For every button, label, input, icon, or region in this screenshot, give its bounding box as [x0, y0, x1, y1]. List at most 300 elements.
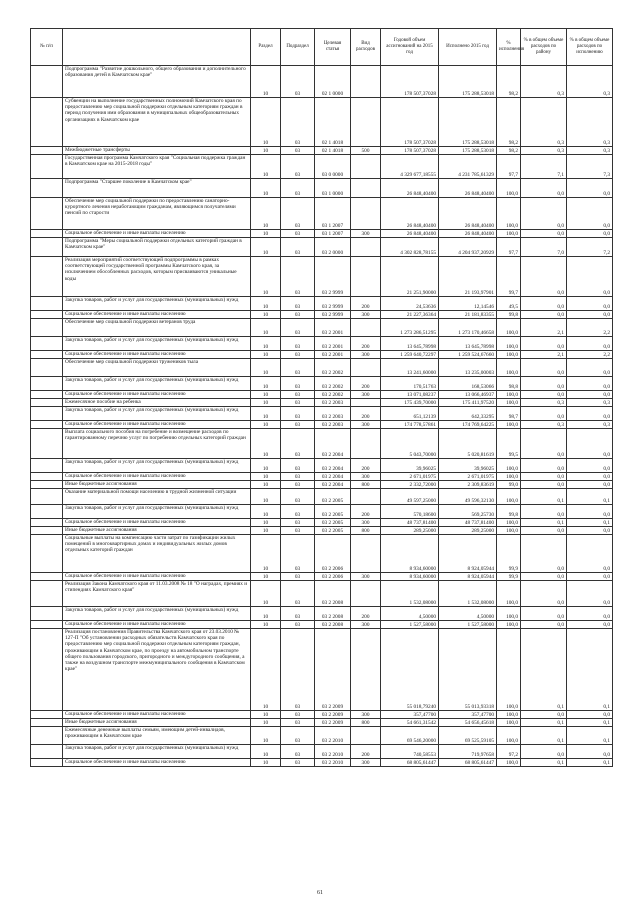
row-share-executed: 0,1: [567, 629, 613, 711]
row-razdel: 10: [251, 473, 281, 481]
row-num: [31, 505, 63, 519]
row-num: [31, 473, 63, 481]
table-row: [31, 351, 613, 359]
row-share-executed: 0,0: [567, 745, 613, 759]
row-name: Реализация постановления Правительства Камчатского края от 23.03.2010 № 127-П "Об установлении расходных обязательств Камчатского края по предоставлению мер социальной поддержки отдельным категориям граждан, проживающим в Камчатском крае, по проезду на автомобильном транспорте общего пользования городского, пригородного и междугородного сообщения, а также на воздушном транспорте межмуниципального сообщения в Камчатском крае": [63, 629, 251, 711]
row-annual-plan: 178 507,37028: [381, 66, 439, 98]
row-share-total: 0,3: [521, 421, 567, 429]
row-num: [31, 98, 63, 147]
row-expense-type: 300: [351, 391, 381, 399]
row-executed: 4 231 785,61329: [439, 155, 497, 179]
row-share-executed: 7,2: [567, 238, 613, 257]
row-razdel: 10: [251, 459, 281, 473]
row-target-article: 03 1 2007: [315, 230, 351, 238]
row-percent: 97,7: [497, 238, 521, 257]
row-percent: 99,8: [497, 505, 521, 519]
row-name: Социальное обеспечение и иные выплаты населению: [63, 311, 251, 319]
row-annual-plan: 651,12139: [381, 407, 439, 421]
row-percent: 97,7: [497, 155, 521, 179]
row-share-executed: 0,0: [567, 359, 613, 377]
row-razdel: 10: [251, 527, 281, 535]
row-executed: 26 848,40400: [439, 230, 497, 238]
row-podrazdel: 03: [281, 607, 315, 621]
row-share-executed: 0,0: [567, 407, 613, 421]
row-executed: 13 066,46937: [439, 391, 497, 399]
table-row: [31, 230, 613, 238]
row-share-executed: 0,0: [567, 311, 613, 319]
row-name: Закупка товаров, работ и услуг для государственных (муниципальных) нужд: [63, 459, 251, 473]
row-annual-plan: 26 848,40400: [381, 198, 439, 230]
table-row: [31, 198, 613, 230]
row-executed: 569,25730: [439, 505, 497, 519]
row-podrazdel: 03: [281, 407, 315, 421]
row-num: [31, 407, 63, 421]
row-executed: 719,97658: [439, 745, 497, 759]
row-num: [31, 527, 63, 535]
row-expense-type: [351, 727, 381, 745]
row-razdel: 10: [251, 238, 281, 257]
row-share-total: 0,0: [521, 621, 567, 629]
row-expense-type: 300: [351, 759, 381, 767]
row-target-article: 03 2 2004: [315, 473, 351, 481]
row-percent: 100,0: [497, 459, 521, 473]
row-podrazdel: 03: [281, 429, 315, 459]
row-num: [31, 759, 63, 767]
table-row: [31, 711, 613, 719]
row-razdel: 10: [251, 230, 281, 238]
row-share-executed: 0,0: [567, 459, 613, 473]
table-row: [31, 473, 613, 481]
row-share-total: 0,0: [521, 311, 567, 319]
row-expense-type: 300: [351, 311, 381, 319]
row-num: [31, 311, 63, 319]
row-percent: 98,2: [497, 147, 521, 155]
row-expense-type: [351, 399, 381, 407]
row-share-total: 0,0: [521, 297, 567, 311]
row-share-total: 7,1: [521, 155, 567, 179]
row-share-executed: 0,0: [567, 337, 613, 351]
row-share-executed: 0,1: [567, 759, 613, 767]
row-num: [31, 297, 63, 311]
row-share-executed: 0,0: [567, 607, 613, 621]
row-expense-type: 800: [351, 719, 381, 727]
table-header-row: [31, 29, 613, 66]
row-executed: 54 656,45618: [439, 719, 497, 727]
row-podrazdel: 03: [281, 505, 315, 519]
row-num: [31, 319, 63, 337]
row-expense-type: 300: [351, 519, 381, 527]
row-percent: 100,0: [497, 337, 521, 351]
row-num: [31, 147, 63, 155]
row-podrazdel: 03: [281, 459, 315, 473]
row-target-article: 03 2 2002: [315, 391, 351, 399]
row-share-total: 0,0: [521, 391, 567, 399]
row-name: Межбюджетные трансферты: [63, 147, 251, 155]
row-target-article: 03 2 2006: [315, 573, 351, 581]
table-row: [31, 719, 613, 727]
row-razdel: 10: [251, 337, 281, 351]
row-share-executed: 0,0: [567, 505, 613, 519]
row-podrazdel: 03: [281, 527, 315, 535]
row-percent: 98,7: [497, 407, 521, 421]
table-row: [31, 399, 613, 407]
row-percent: 100,0: [497, 621, 521, 629]
row-percent: 100,0: [497, 473, 521, 481]
row-annual-plan: 24,53636: [381, 297, 439, 311]
row-executed: 26 848,40400: [439, 198, 497, 230]
row-share-executed: 0,0: [567, 429, 613, 459]
row-name: Социальное обеспечение и иные выплаты населению: [63, 621, 251, 629]
row-percent: 100,0: [497, 179, 521, 198]
row-razdel: 10: [251, 359, 281, 377]
row-percent: 100,0: [497, 581, 521, 607]
row-percent: 100,0: [497, 230, 521, 238]
row-name: Социальное обеспечение и иные выплаты населению: [63, 351, 251, 359]
row-executed: 55 013,93318: [439, 629, 497, 711]
row-target-article: 03 2 2005: [315, 527, 351, 535]
row-name: Закупка товаров, работ и услуг для государственных (муниципальных) нужд: [63, 505, 251, 519]
row-target-article: 03 2 2010: [315, 759, 351, 767]
row-expense-type: [351, 581, 381, 607]
row-percent: 100,0: [497, 629, 521, 711]
row-name: Социальные выплаты на компенсацию части затрат по газификации жилых помещений в многоквартирных домах и индивидуальных жилых домов отдельных категорий граждан: [63, 535, 251, 573]
row-executed: 1 273 170,46658: [439, 319, 497, 337]
row-razdel: 10: [251, 319, 281, 337]
row-share-executed: 2,2: [567, 319, 613, 337]
row-razdel: 10: [251, 351, 281, 359]
row-name: Социальное обеспечение и иные выплаты населению: [63, 421, 251, 429]
row-annual-plan: 26 848,40400: [381, 179, 439, 198]
row-target-article: 03 2 2005: [315, 519, 351, 527]
row-podrazdel: 03: [281, 155, 315, 179]
row-share-executed: 0,1: [567, 489, 613, 505]
row-executed: 2 671,01975: [439, 473, 497, 481]
row-annual-plan: 357,47700: [381, 711, 439, 719]
budget-table: [30, 28, 613, 767]
table-row: [31, 359, 613, 377]
row-executed: 175 288,53018: [439, 66, 497, 98]
row-name: Социальное обеспечение и иные выплаты населению: [63, 711, 251, 719]
row-target-article: 03 2 2006: [315, 535, 351, 573]
row-executed: 49 596,32130: [439, 489, 497, 505]
row-share-executed: 0,0: [567, 179, 613, 198]
table-row: [31, 621, 613, 629]
row-name: Иные бюджетные ассигнования: [63, 719, 251, 727]
row-razdel: 10: [251, 407, 281, 421]
row-executed: 5 020,81619: [439, 429, 497, 459]
row-executed: 168,53066: [439, 377, 497, 391]
row-podrazdel: 03: [281, 481, 315, 489]
row-podrazdel: 03: [281, 319, 315, 337]
row-name: Реализация Закона Камчатского края от 11.03.2008 № 18 "О наградах, премиях и стипендиях Камчатского края": [63, 581, 251, 607]
table-row: [31, 66, 613, 98]
row-expense-type: 200: [351, 745, 381, 759]
row-expense-type: [351, 489, 381, 505]
row-percent: 97,2: [497, 745, 521, 759]
row-executed: 8 924,05944: [439, 573, 497, 581]
row-name: Закупка товаров, работ и услуг для государственных (муниципальных) нужд: [63, 407, 251, 421]
row-percent: 100,0: [497, 719, 521, 727]
row-share-total: 0,1: [521, 519, 567, 527]
row-expense-type: 300: [351, 230, 381, 238]
row-expense-type: 200: [351, 377, 381, 391]
row-target-article: 03 2 9999: [315, 257, 351, 297]
row-podrazdel: 03: [281, 198, 315, 230]
table-row: [31, 257, 613, 297]
row-executed: 175 411,97520: [439, 399, 497, 407]
row-share-executed: 0,0: [567, 198, 613, 230]
row-razdel: 10: [251, 297, 281, 311]
row-podrazdel: 03: [281, 230, 315, 238]
header-share-executed: % в общем объеме расходов по исполнению: [567, 29, 613, 66]
row-executed: 68 805,61447: [439, 759, 497, 767]
row-share-executed: 0,3: [567, 98, 613, 147]
row-share-executed: 0,0: [567, 573, 613, 581]
header-executed: Исполнено 2015 год: [439, 29, 497, 66]
row-num: [31, 573, 63, 581]
row-target-article: 03 2 2010: [315, 745, 351, 759]
row-executed: 1 259 524,67660: [439, 351, 497, 359]
row-share-total: 0,0: [521, 473, 567, 481]
row-percent: 100,0: [497, 399, 521, 407]
row-expense-type: 300: [351, 351, 381, 359]
table-row: [31, 421, 613, 429]
row-share-total: 0,0: [521, 459, 567, 473]
row-target-article: 03 2 9999: [315, 297, 351, 311]
row-target-article: 03 2 2008: [315, 581, 351, 607]
row-podrazdel: 03: [281, 573, 315, 581]
row-target-article: 03 2 2009: [315, 629, 351, 711]
table-row: [31, 481, 613, 489]
row-annual-plan: 2 671,01975: [381, 473, 439, 481]
row-share-total: 0,3: [521, 147, 567, 155]
row-annual-plan: 26 848,40400: [381, 230, 439, 238]
row-share-total: 0,0: [521, 429, 567, 459]
row-annual-plan: 48 737,81400: [381, 519, 439, 527]
row-num: [31, 429, 63, 459]
row-share-total: 0,1: [521, 489, 567, 505]
row-percent: 99,7: [497, 257, 521, 297]
row-executed: 21 181,83355: [439, 311, 497, 319]
row-percent: 98,2: [497, 98, 521, 147]
row-target-article: 03 1 0000: [315, 179, 351, 198]
row-razdel: 10: [251, 399, 281, 407]
table-row: [31, 759, 613, 767]
row-percent: 100,0: [497, 489, 521, 505]
row-expense-type: [351, 155, 381, 179]
row-podrazdel: 03: [281, 581, 315, 607]
row-num: [31, 719, 63, 727]
table-row: [31, 573, 613, 581]
row-share-total: 0,0: [521, 711, 567, 719]
row-target-article: 03 2 9999: [315, 311, 351, 319]
row-podrazdel: 03: [281, 351, 315, 359]
row-annual-plan: 4,50000: [381, 607, 439, 621]
row-share-executed: 0,1: [567, 719, 613, 727]
row-razdel: 10: [251, 519, 281, 527]
table-row: [31, 429, 613, 459]
row-expense-type: [351, 98, 381, 147]
row-razdel: 10: [251, 573, 281, 581]
row-share-executed: 0,0: [567, 230, 613, 238]
row-num: [31, 359, 63, 377]
row-share-total: 0,0: [521, 745, 567, 759]
row-razdel: 10: [251, 155, 281, 179]
table-row: [31, 238, 613, 257]
row-target-article: 02 1 4018: [315, 147, 351, 155]
row-razdel: 10: [251, 377, 281, 391]
row-name: Обеспечение мер социальной поддержки тружеников тыла: [63, 359, 251, 377]
row-executed: 175 288,53018: [439, 98, 497, 147]
row-share-total: 0,0: [521, 198, 567, 230]
row-executed: 48 737,81400: [439, 519, 497, 527]
header-razdel: Раздел: [251, 29, 281, 66]
row-expense-type: 300: [351, 711, 381, 719]
row-target-article: 03 2 2002: [315, 377, 351, 391]
row-target-article: 03 2 2008: [315, 607, 351, 621]
row-num: [31, 179, 63, 198]
row-expense-type: [351, 238, 381, 257]
row-name: Иные бюджетные ассигнования: [63, 527, 251, 535]
row-podrazdel: 03: [281, 238, 315, 257]
row-name: Подпрограмма "Старшее поколение в Камчатском крае": [63, 179, 251, 198]
table-row: [31, 489, 613, 505]
row-num: [31, 581, 63, 607]
row-expense-type: [351, 535, 381, 573]
row-annual-plan: 570,18600: [381, 505, 439, 519]
row-share-total: 7,0: [521, 238, 567, 257]
row-annual-plan: 1 259 640,72297: [381, 351, 439, 359]
header-num: № п/п: [31, 29, 63, 66]
row-razdel: 10: [251, 505, 281, 519]
row-target-article: 03 2 2009: [315, 711, 351, 719]
row-expense-type: [351, 198, 381, 230]
row-name: Ежемесячное пособие на ребенка: [63, 399, 251, 407]
row-razdel: 10: [251, 727, 281, 745]
row-share-total: 0,1: [521, 629, 567, 711]
row-razdel: 10: [251, 429, 281, 459]
table-row: [31, 459, 613, 473]
row-share-total: 0,0: [521, 377, 567, 391]
row-razdel: 10: [251, 198, 281, 230]
row-podrazdel: 03: [281, 621, 315, 629]
row-percent: 100,0: [497, 359, 521, 377]
row-executed: 21 193,97901: [439, 257, 497, 297]
row-num: [31, 198, 63, 230]
header-percent: % исполнения: [497, 29, 521, 66]
row-podrazdel: 03: [281, 421, 315, 429]
row-num: [31, 481, 63, 489]
header-share-total: % в общем объеме расходов по району: [521, 29, 567, 66]
row-annual-plan: 178 507,37028: [381, 147, 439, 155]
row-num: [31, 459, 63, 473]
row-num: [31, 519, 63, 527]
table-row: [31, 98, 613, 147]
row-share-total: 0,1: [521, 759, 567, 767]
row-percent: 100,0: [497, 759, 521, 767]
row-num: [31, 66, 63, 98]
row-percent: 99,5: [497, 429, 521, 459]
row-percent: 99,8: [497, 311, 521, 319]
row-expense-type: 200: [351, 297, 381, 311]
row-share-total: 2,1: [521, 319, 567, 337]
row-percent: 98,2: [497, 66, 521, 98]
row-razdel: 10: [251, 621, 281, 629]
row-razdel: 10: [251, 179, 281, 198]
row-percent: 100,0: [497, 351, 521, 359]
table-row: [31, 745, 613, 759]
row-annual-plan: 21 227,36364: [381, 311, 439, 319]
table-row: [31, 297, 613, 311]
row-share-total: 0,0: [521, 527, 567, 535]
row-share-executed: 0,0: [567, 527, 613, 535]
row-percent: 100,0: [497, 421, 521, 429]
table-body: [31, 66, 613, 767]
row-percent: 100,0: [497, 527, 521, 535]
row-annual-plan: 13 071,08237: [381, 391, 439, 399]
row-razdel: 10: [251, 147, 281, 155]
row-podrazdel: 03: [281, 147, 315, 155]
row-share-executed: 0,0: [567, 377, 613, 391]
row-target-article: 03 0 0000: [315, 155, 351, 179]
row-razdel: 10: [251, 257, 281, 297]
row-target-article: 02 1 0000: [315, 66, 351, 98]
row-podrazdel: 03: [281, 473, 315, 481]
page-number: 61: [317, 890, 323, 896]
row-razdel: 10: [251, 719, 281, 727]
row-percent: 100,0: [497, 198, 521, 230]
row-share-total: 0,0: [521, 481, 567, 489]
row-podrazdel: 03: [281, 337, 315, 351]
row-podrazdel: 03: [281, 489, 315, 505]
row-executed: 1 527,58000: [439, 621, 497, 629]
row-name: Субвенции на выполнение государственных полномочий Камчатского края по предоставлению мер социальной поддержки отдельным категориям граждан в период получения ими образования в муниципальных общеобразовательных организациях в Камчатском крае: [63, 98, 251, 147]
row-podrazdel: 03: [281, 745, 315, 759]
row-expense-type: [351, 429, 381, 459]
row-percent: 49,5: [497, 297, 521, 311]
table-row: [31, 377, 613, 391]
row-name: Ежемесячные денежные выплаты семьям, имеющим детей-инвалидов, проживающим в Камчатском крае: [63, 727, 251, 745]
row-share-total: 0,1: [521, 727, 567, 745]
row-name: Реализация мероприятий соответствующей подпрограммы в рамках соответствующей государственной программы Камчатского края, за исключением обособленных расходов, которым присваиваются уникальные коды: [63, 257, 251, 297]
row-expense-type: 200: [351, 407, 381, 421]
row-expense-type: 300: [351, 473, 381, 481]
row-share-total: 0,0: [521, 359, 567, 377]
header-name: [63, 29, 251, 66]
row-razdel: 10: [251, 745, 281, 759]
row-name: Социальное обеспечение и иные выплаты населению: [63, 230, 251, 238]
row-expense-type: [351, 179, 381, 198]
row-share-executed: 0,3: [567, 399, 613, 407]
row-num: [31, 607, 63, 621]
header-expense-type: Вид расходов: [351, 29, 381, 66]
row-share-total: 0,0: [521, 535, 567, 573]
row-name: Социальное обеспечение и иные выплаты населению: [63, 473, 251, 481]
row-expense-type: 800: [351, 527, 381, 535]
row-percent: 100,0: [497, 607, 521, 621]
row-name: Закупка товаров, работ и услуг для государственных (муниципальных) нужд: [63, 607, 251, 621]
row-target-article: 03 2 2001: [315, 351, 351, 359]
row-annual-plan: 178 507,37028: [381, 98, 439, 147]
row-executed: 2 309,83619: [439, 481, 497, 489]
row-annual-plan: 55 018,79240: [381, 629, 439, 711]
row-razdel: 10: [251, 311, 281, 319]
row-num: [31, 238, 63, 257]
row-podrazdel: 03: [281, 311, 315, 319]
row-expense-type: 500: [351, 147, 381, 155]
row-executed: 39,96025: [439, 459, 497, 473]
row-num: [31, 377, 63, 391]
